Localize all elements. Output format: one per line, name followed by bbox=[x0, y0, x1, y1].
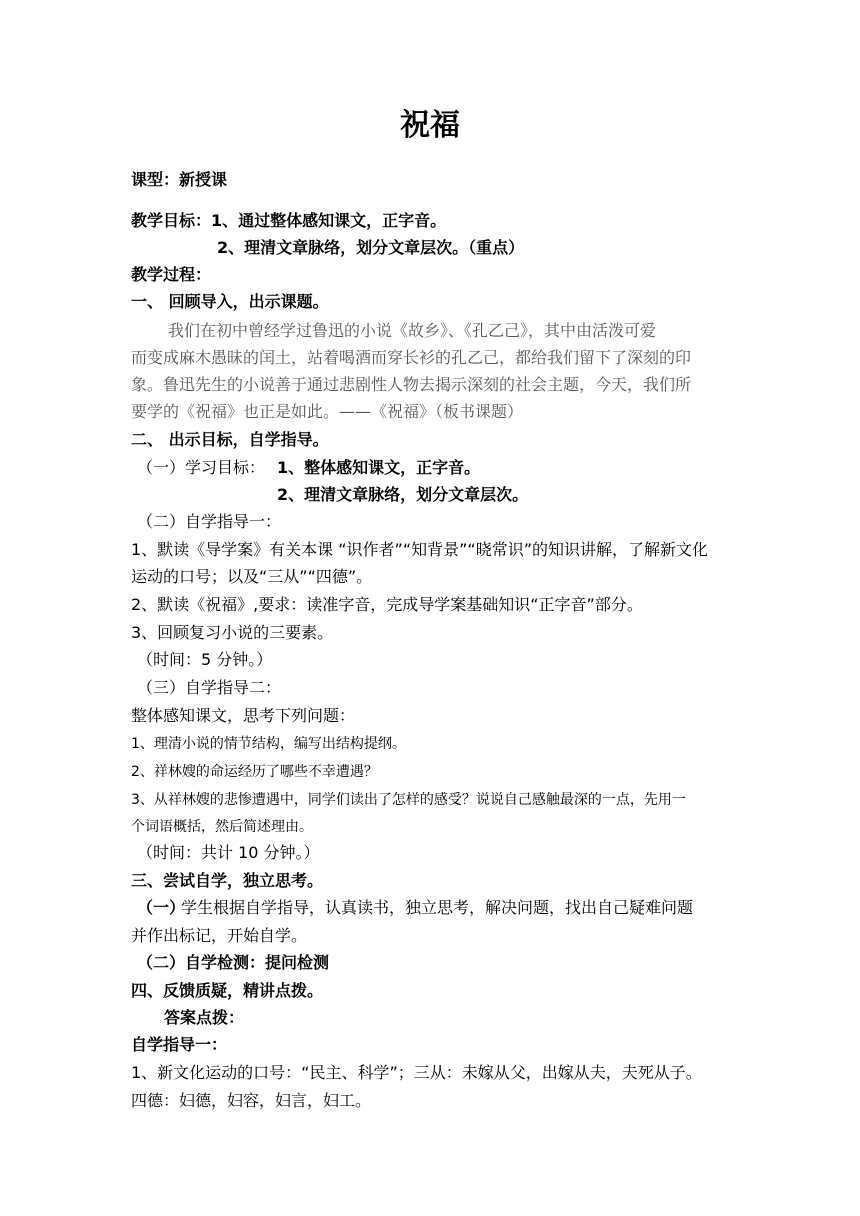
guide-1-item-1-line-1: 1、默读《导学案》有关本课 “识作者”“知背景”“晓常识”的知识讲解，了解新文化 bbox=[131, 540, 709, 559]
teaching-goal-1: 教学目标：1、通过整体感知课文，正字音。 bbox=[131, 211, 447, 230]
teaching-goal-2: 2、理清文章脉络，划分文章层次。（重点） bbox=[217, 238, 525, 257]
guide-1-item-1-line-2: 运动的口号；以及“三从”“四德”。 bbox=[131, 567, 373, 586]
section-4-heading: 四、反馈质疑，精讲点拨。 bbox=[131, 981, 324, 1000]
guide-2-question-3-line-2: 个词语概括，然后简述理由。 bbox=[131, 819, 313, 835]
guide-2-time: （时间：共计 10 分钟。） bbox=[137, 843, 320, 862]
intro-paragraph-line-1: 我们在初中曾经学过鲁迅的小说《故乡》、《孔乙己》，其中由活泼可爱 bbox=[168, 321, 657, 340]
guide-2-intro: 整体感知课文，思考下列问题： bbox=[131, 706, 356, 725]
section-3-part-2: （二）自学检测：提问检测 bbox=[137, 953, 330, 972]
lesson-type: 课型：新授课 bbox=[131, 170, 228, 189]
self-study-guide-1-heading: （二）自学指导一： bbox=[137, 512, 282, 531]
section-2-heading: 二、 出示目标，自学指导。 bbox=[131, 430, 329, 449]
section-3-heading: 三、尝试自学，独立思考。 bbox=[131, 871, 324, 890]
intro-paragraph-line-4: 要学的《祝福》也正是如此。——《祝福》（板书课题） bbox=[131, 402, 524, 421]
learning-goal-2: 2、理清文章脉络，划分文章层次。 bbox=[277, 485, 529, 504]
document-title: 祝福 bbox=[400, 108, 460, 143]
learning-goal-1: 1、整体感知课文，正字音。 bbox=[277, 458, 481, 477]
guide-2-question-1: 1、理清小说的情节结构，编写出结构提纲。 bbox=[131, 736, 406, 752]
guide-1-item-3: 3、回顾复习小说的三要素。 bbox=[131, 623, 334, 642]
section-3-part-1-text-line-1: 学生根据自学指导，认真读书，独立思考，解决问题，找出自己疑难问题 bbox=[181, 898, 694, 917]
self-study-guide-2-heading: （三）自学指导二： bbox=[137, 678, 282, 697]
answer-guide-1-heading: 自学指导一： bbox=[131, 1035, 228, 1054]
guide-2-question-2: 2、祥林嫂的命运经历了哪些不幸遭遇？ bbox=[131, 764, 378, 780]
guide-2-question-3-line-1: 3、从祥林嫂的悲惨遭遇中，同学们读出了怎样的感受？说说自己感触最深的一点，先用一 bbox=[131, 792, 686, 808]
guide-1-time: （时间：5 分钟。） bbox=[137, 650, 273, 669]
intro-paragraph-line-2: 而变成麻木愚昧的闰土，站着喝酒而穿长衫的孔乙己，都给我们留下了深刻的印 bbox=[131, 348, 692, 367]
intro-paragraph-line-3: 象。鲁迅先生的小说善于通过悲剧性人物去揭示深刻的社会主题，今天，我们所 bbox=[131, 375, 692, 394]
learning-goal-label: （一）学习目标： bbox=[137, 458, 266, 477]
answer-guide-1-line-1: 1、新文化运动的口号：“民主、科学”；三从：未嫁从父，出嫁从夫，夫死从子。 bbox=[131, 1063, 702, 1082]
section-1-heading: 一、 回顾导入，出示课题。 bbox=[131, 292, 329, 311]
guide-1-item-2: 2、默读《祝福》,要求：读准字音，完成导学案基础知识“正字音”部分。 bbox=[131, 595, 643, 614]
section-3-part-1-text-line-2: 并作出标记，开始自学。 bbox=[131, 926, 308, 945]
teaching-process-heading: 教学过程： bbox=[131, 265, 212, 284]
answer-guide-1-line-2: 四德：妇德，妇容，妇言，妇工。 bbox=[131, 1091, 372, 1110]
section-3-part-1-label: （一） bbox=[137, 898, 186, 917]
answer-hints-heading: 答案点拨： bbox=[164, 1008, 245, 1027]
